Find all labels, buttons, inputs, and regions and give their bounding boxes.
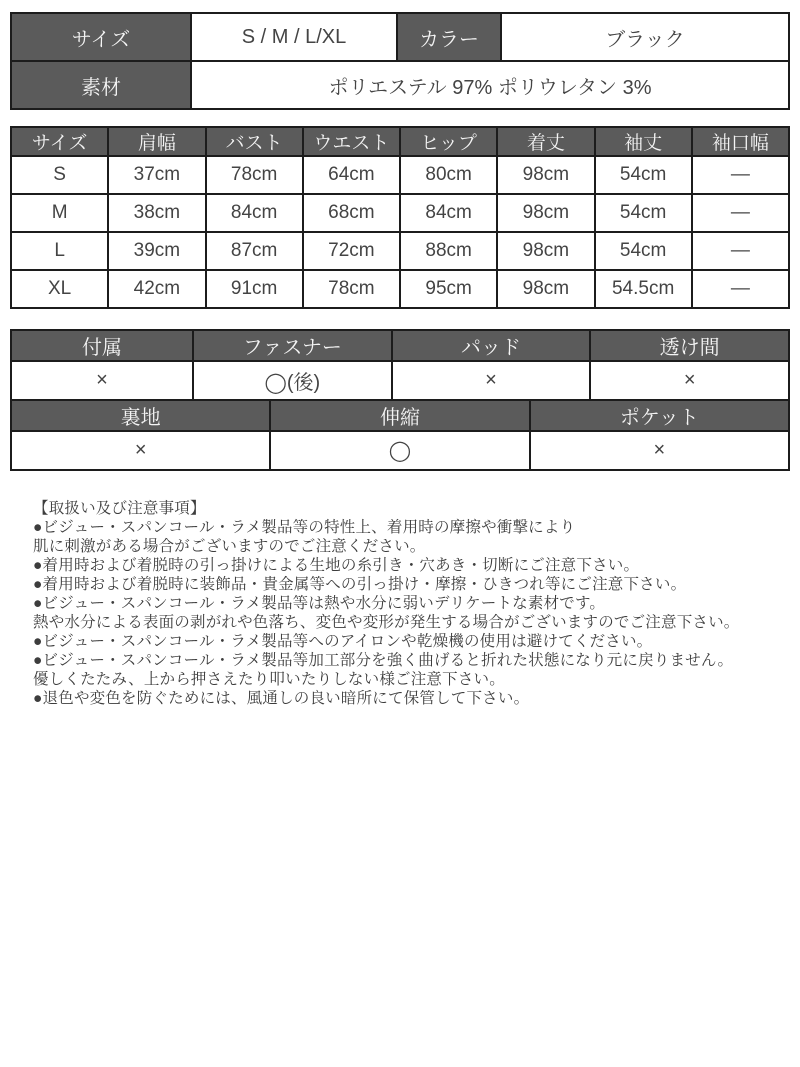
feature-value-cell: ◯(後) bbox=[193, 361, 392, 400]
measure-cell: 78cm bbox=[303, 270, 400, 308]
measure-cell: 84cm bbox=[206, 194, 303, 232]
feature-value-cell: × bbox=[530, 431, 789, 470]
size-name-cell: XL bbox=[11, 270, 108, 308]
column-header: ウエスト bbox=[303, 127, 400, 156]
material-label-cell: 素材 bbox=[11, 61, 191, 109]
care-notes-title: 【取扱い及び注意事項】 bbox=[33, 500, 206, 517]
measure-cell: ― bbox=[692, 156, 789, 194]
table-row bbox=[11, 156, 789, 194]
column-header: 着丈 bbox=[497, 127, 594, 156]
measurements-table bbox=[10, 126, 790, 309]
feature-value-cell: × bbox=[590, 361, 789, 400]
measure-cell: 38cm bbox=[108, 194, 205, 232]
size-name-cell: L bbox=[11, 232, 108, 270]
table-row bbox=[11, 13, 789, 61]
column-header: 透け間 bbox=[590, 330, 789, 361]
measure-cell: ― bbox=[692, 270, 789, 308]
feature-value-cell: ◯ bbox=[270, 431, 529, 470]
measure-cell: 54cm bbox=[595, 156, 692, 194]
column-header: 袖丈 bbox=[595, 127, 692, 156]
measure-cell: 42cm bbox=[108, 270, 205, 308]
column-header: パッド bbox=[392, 330, 591, 361]
column-header: ファスナー bbox=[193, 330, 392, 361]
column-header: 裏地 bbox=[11, 400, 270, 431]
care-note-line: ●ビジュー・スパンコール・ラメ製品等へのアイロンや乾燥機の使用は避けてください。 bbox=[33, 633, 653, 650]
feature-value-cell: × bbox=[392, 361, 591, 400]
size-value-cell: S / M / L/XL bbox=[191, 13, 397, 61]
table-row bbox=[11, 270, 789, 308]
measure-cell: 68cm bbox=[303, 194, 400, 232]
color-value-cell: ブラック bbox=[501, 13, 789, 61]
column-header: 肩幅 bbox=[108, 127, 205, 156]
care-notes bbox=[33, 499, 800, 708]
measure-cell: 98cm bbox=[497, 270, 594, 308]
column-header: バスト bbox=[206, 127, 303, 156]
table-row bbox=[11, 61, 789, 109]
care-note-line: ●ビジュー・スパンコール・ラメ製品等加工部分を強く曲げると折れた状態になり元に戻りません。 bbox=[33, 652, 734, 669]
care-note-line: ●ビジュー・スパンコール・ラメ製品等の特性上、着用時の摩擦や衝撃により bbox=[33, 519, 576, 536]
measure-cell: 37cm bbox=[108, 156, 205, 194]
features-table-1 bbox=[10, 329, 790, 401]
features-header-row bbox=[11, 400, 789, 431]
column-header: 伸縮 bbox=[270, 400, 529, 431]
measure-cell: ― bbox=[692, 194, 789, 232]
measure-cell: 95cm bbox=[400, 270, 497, 308]
column-header: サイズ bbox=[11, 127, 108, 156]
column-header: 付属 bbox=[11, 330, 193, 361]
measure-cell: 54cm bbox=[595, 194, 692, 232]
care-note-line: 優しくたたみ、上から押さえたり叩いたりしない様ご注意下さい。 bbox=[33, 671, 505, 688]
care-note-line: 熱や水分による表面の剥がれや色落ち、変色や変形が発生する場合がございますのでご注意下さい。 bbox=[33, 614, 740, 631]
measure-cell: 54.5cm bbox=[595, 270, 692, 308]
care-note-line: ●退色や変色を防ぐためには、風通しの良い暗所にて保管して下さい。 bbox=[33, 690, 530, 707]
measure-cell: 88cm bbox=[400, 232, 497, 270]
size-name-cell: S bbox=[11, 156, 108, 194]
features-header-row bbox=[11, 330, 789, 361]
feature-value-cell: × bbox=[11, 361, 193, 400]
measure-cell: 98cm bbox=[497, 194, 594, 232]
measure-cell: 84cm bbox=[400, 194, 497, 232]
color-label-cell: カラー bbox=[397, 13, 501, 61]
table-row bbox=[11, 361, 789, 400]
spec-top-table bbox=[10, 12, 790, 110]
measure-cell: 72cm bbox=[303, 232, 400, 270]
care-note-line: 肌に刺激がある場合がございますのでご注意ください。 bbox=[33, 538, 426, 555]
feature-value-cell: × bbox=[11, 431, 270, 470]
size-name-cell: M bbox=[11, 194, 108, 232]
column-header: 袖口幅 bbox=[692, 127, 789, 156]
measure-cell: 39cm bbox=[108, 232, 205, 270]
measure-cell: 64cm bbox=[303, 156, 400, 194]
measure-cell: ― bbox=[692, 232, 789, 270]
measure-cell: 91cm bbox=[206, 270, 303, 308]
measure-cell: 98cm bbox=[497, 232, 594, 270]
measure-cell: 54cm bbox=[595, 232, 692, 270]
measure-cell: 98cm bbox=[497, 156, 594, 194]
size-label-cell: サイズ bbox=[11, 13, 191, 61]
measure-cell: 87cm bbox=[206, 232, 303, 270]
care-note-line: ●着用時および着脱時の引っ掛けによる生地の糸引き・穴あき・切断にご注意下さい。 bbox=[33, 557, 640, 574]
material-value-cell: ポリエステル 97% ポリウレタン 3% bbox=[191, 61, 789, 109]
care-note-line: ●ビジュー・スパンコール・ラメ製品等は熱や水分に弱いデリケートな素材です。 bbox=[33, 595, 606, 612]
table-row bbox=[11, 194, 789, 232]
column-header: ポケット bbox=[530, 400, 789, 431]
measure-cell: 80cm bbox=[400, 156, 497, 194]
table-row bbox=[11, 232, 789, 270]
features-table-2 bbox=[10, 399, 790, 471]
care-note-line: ●着用時および着脱時に装飾品・貴金属等への引っ掛け・摩擦・ひきつれ等にご注意下さい。 bbox=[33, 576, 687, 593]
table-row bbox=[11, 431, 789, 470]
column-header: ヒップ bbox=[400, 127, 497, 156]
measure-cell: 78cm bbox=[206, 156, 303, 194]
measurements-header-row bbox=[11, 127, 789, 156]
